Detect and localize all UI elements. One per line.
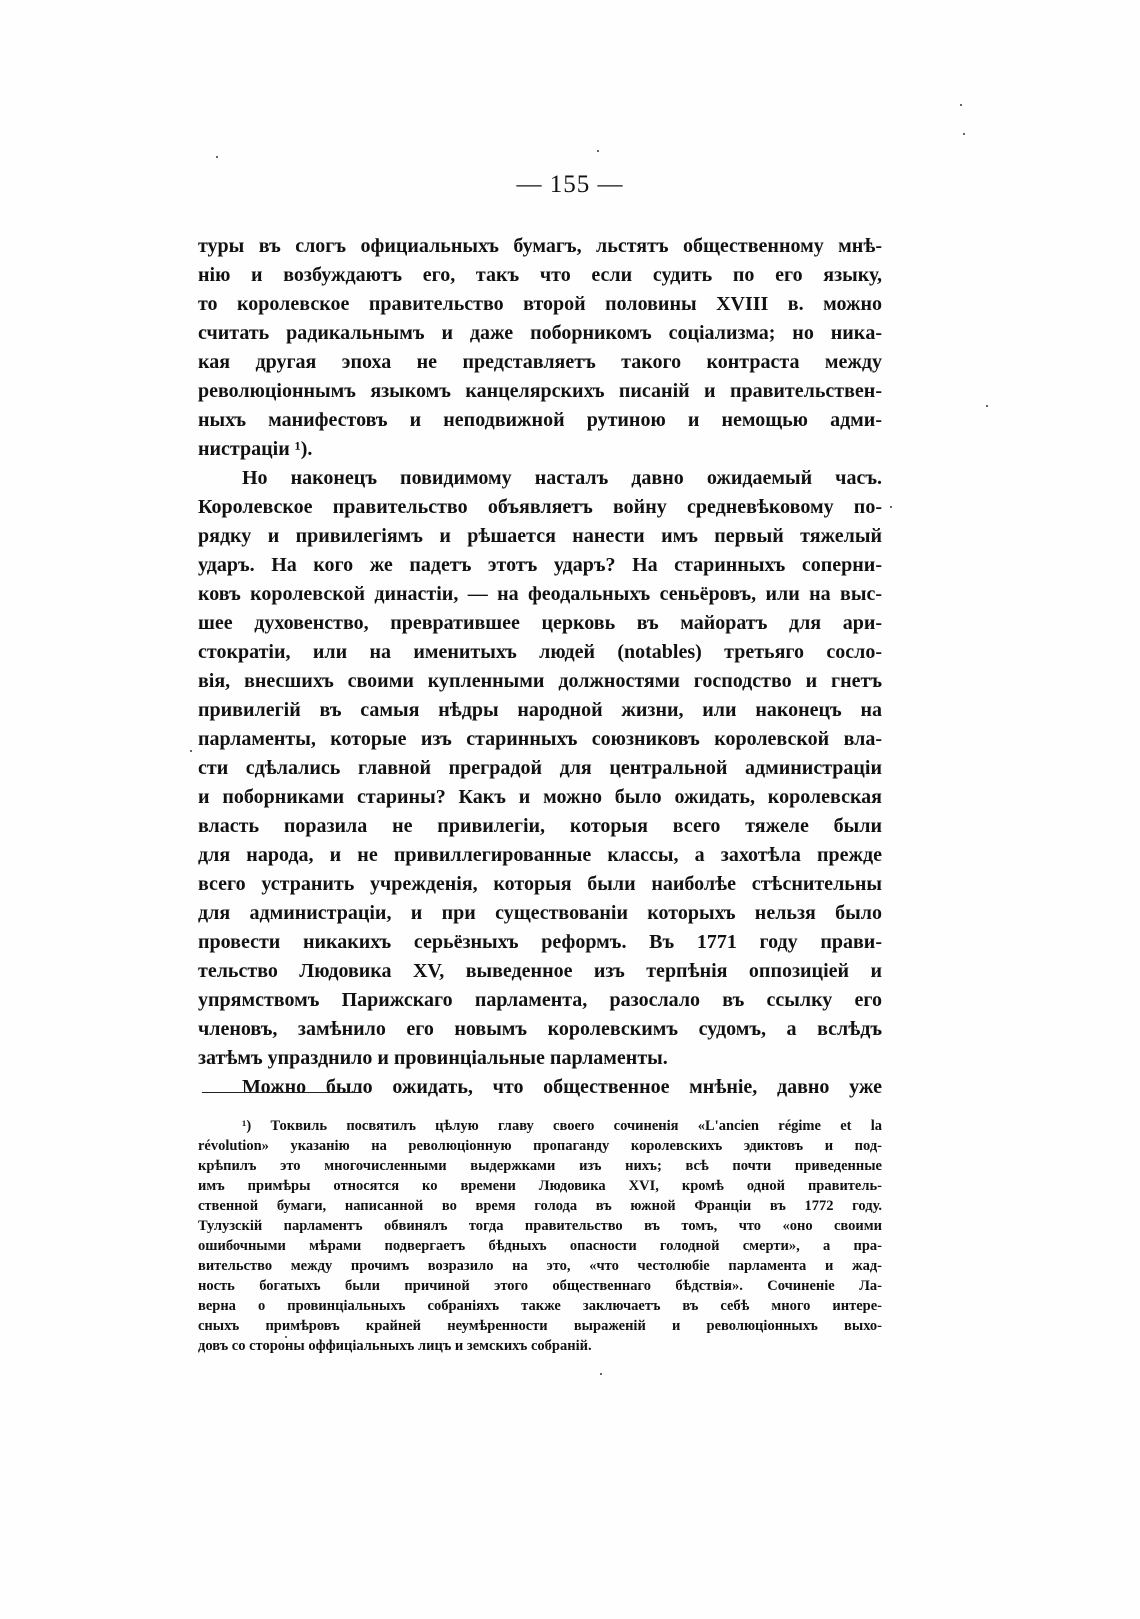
scan-speck [216,156,218,158]
text-line: власть поразила не привилегіи, которыя всего тяжеле были [198,815,882,837]
text-line: ковъ королевской династіи, — на феодальныхъ сеньёровъ, или на выс- [198,583,882,605]
text-line: привилегій въ самыя нѣдры народной жизни, или наконецъ на [198,699,882,721]
text-line: кая другая эпоха не представляетъ такого контраста между [198,351,882,373]
text-line: революціоннымъ языкомъ канцелярскихъ писаній и правительствен- [198,380,882,402]
text-line: туры въ слогъ официальныхъ бумагъ, льстятъ общественному мнѣ- [198,235,882,257]
footnote-line: ¹) Токвиль посвятилъ цѣлую главу своего сочиненія «L'ancien régime et la [242,1118,882,1134]
text-line: ударъ. На кого же падетъ этотъ ударъ? На старинныхъ соперни- [198,554,882,576]
paragraph-start-line: Но наконецъ повидимому насталъ давно ожидаемый часъ. [242,467,882,489]
text-line: тельство Людовика XV, выведенное изъ терпѣнія оппозиціей и [198,960,882,982]
footnote-line: вительство между прочимъ возразило на это, «что честолюбіе парламента и жад- [198,1258,882,1274]
footnote-line: имъ примѣры относятся ко времени Людовика XVI, кромѣ одной правитель- [198,1178,882,1194]
footnote-line: довъ со стороны оффиціальныхъ лицъ и земскихъ собраній. [198,1338,592,1354]
text-line: парламенты, которые изъ старинныхъ союзниковъ королевской вла- [198,728,882,750]
text-line: и поборниками старины? Какъ и можно было ожидать, королевская [198,786,882,808]
text-line: нистраціи ¹). [198,438,313,460]
text-line: шее духовенство, превратившее церковь въ майоратъ для ари- [198,612,882,634]
text-line: сти сдѣлались главной преградой для центральной администраціи [198,757,882,779]
scan-speck [960,104,962,106]
footnote-line: сныхъ примѣровъ крайней неумѣренности выраженій и революціонныхъ выхо- [198,1318,882,1334]
scan-speck [600,1373,602,1375]
text-line: для народа, и не привиллегированные классы, а захотѣла прежде [198,844,882,866]
footnote-line: крѣпилъ это многочисленными выдержками изъ нихъ; всѣ почти приведенные [198,1158,882,1174]
scan-speck [963,133,965,135]
scan-speck [986,405,988,407]
scan-speck [597,150,599,152]
scan-speck [890,506,892,508]
scan-speck [285,1336,287,1338]
text-line: провести никакихъ серьёзныхъ реформъ. Въ 1771 году прави- [198,931,882,953]
text-line: нію и возбуждаютъ его, такъ что если судить по его языку, [198,264,882,286]
text-line: членовъ, замѣнило его новымъ королевскимъ судомъ, а вслѣдъ [198,1018,882,1040]
footnote-line: révolution» указанію на революціонную пропаганду королевскихъ эдиктовъ и под- [198,1138,882,1154]
main-text [198,232,882,1102]
footnote-line: верна о провинціальныхъ собраніяхъ также заключаетъ въ себѣ много интере- [198,1298,882,1314]
text-line: ныхъ манифестовъ и неподвижной рутиною и немощью адми- [198,409,882,431]
paragraph-start-line: Можно было ожидать, что общественное мнѣніе, давно уже [242,1076,882,1098]
text-line: затѣмъ упразднило и провинціальные парламенты. [198,1047,668,1069]
footnote-line: ственной бумаги, написанной во время голода въ южной Франціи въ 1772 году. [198,1198,882,1214]
text-line: для администраціи, и при существованіи которыхъ нельзя было [198,902,882,924]
text-line: вія, внесшихъ своими купленными должностями господство и гнетъ [198,670,882,692]
footnote-divider [202,1092,360,1093]
text-line: стократіи, или на именитыхъ людей (notables) третьяго сосло- [198,641,882,663]
footnote-line: ошибочными мѣрами подвергаетъ бѣдныхъ опасности голодной смерти», а пра- [198,1238,882,1254]
scan-speck [190,750,192,752]
text-line: упрямствомъ Парижскаго парламента, разослало въ ссылку его [198,989,882,1011]
footnote-line: ность богатыхъ были причиной этого общественнаго бѣдствія». Сочиненіе Ла- [198,1278,882,1294]
footnote-line: Тулузскій парламентъ обвинялъ тогда правительство въ томъ, что «оно своими [198,1218,882,1234]
text-line: всего устранить учрежденія, которыя были наиболѣе стѣснительны [198,873,882,895]
text-line: считать радикальнымъ и даже поборникомъ соціализма; но никa- [198,322,882,344]
text-line: Королевское правительство объявляетъ войну средневѣковому по- [198,496,882,518]
page-number: — 155 — [516,171,624,198]
text-line: то королевское правительство второй половины XVIII в. можно [198,293,882,315]
text-line: рядку и привилегіямъ и рѣшается нанести имъ первый тяжелый [198,525,882,547]
footnote [198,1116,882,1356]
